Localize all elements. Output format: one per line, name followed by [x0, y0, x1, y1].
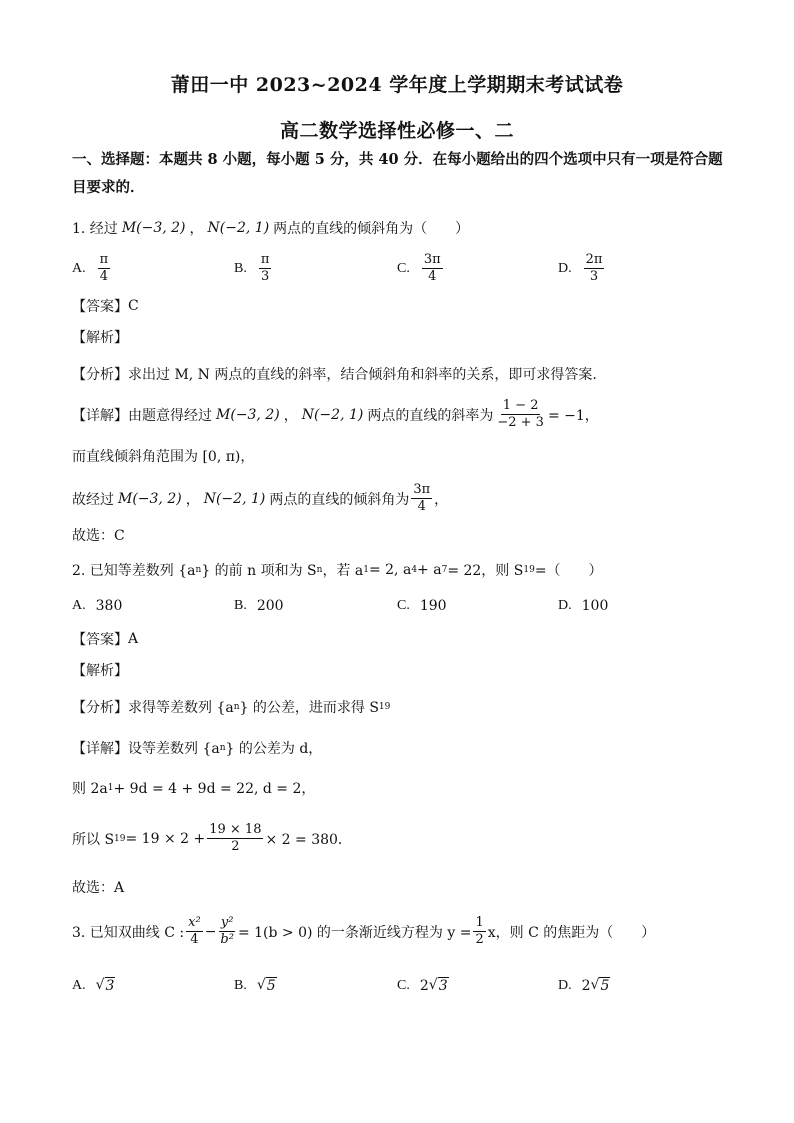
option-label: C. [397, 977, 410, 993]
option-text: 200 [256, 598, 284, 614]
q1-option-c [397, 252, 445, 285]
q1-fenxi [72, 364, 597, 384]
q2-choose [72, 877, 124, 897]
q1-point-n: N(−2, 1) [207, 220, 270, 236]
analysis-tag: 【解析】 [72, 330, 128, 346]
answer-tag: 【答案】 [72, 299, 128, 315]
sqrt-icon: √ 5 [590, 977, 610, 994]
q3-option-b [234, 977, 277, 994]
choose-text: 故选：C [72, 528, 125, 544]
q3-option-c [397, 977, 449, 994]
option-label: C. [397, 598, 410, 613]
detail-text: × 2 = 380． [265, 831, 352, 848]
q3-option-d [558, 977, 610, 994]
frac-num: 1 [475, 915, 484, 930]
subscript: 19 [114, 833, 126, 844]
frac-den: 4 [190, 932, 199, 947]
point-n: N(−2, 1) [301, 406, 364, 423]
q2-stem-text: = 2, a [368, 562, 412, 578]
detail-text: 两点的直线的倾斜角为 [269, 491, 410, 508]
radicand: 3 [105, 978, 115, 994]
option-label: B. [234, 598, 247, 613]
q1-detail-line3 [72, 482, 448, 515]
q2-option-a [72, 598, 122, 614]
q3-stem [72, 915, 655, 948]
frac-num: 1 − 2 [502, 398, 539, 413]
q2-stem-text: } 的前 n 项和为 S [201, 563, 317, 579]
option-label: D. [558, 598, 572, 613]
answer-value: C [128, 298, 139, 314]
subscript: 1 [107, 783, 114, 793]
frac-num: 2π [585, 252, 603, 267]
radicand: 5 [266, 978, 276, 994]
frac-den: 2 [475, 932, 484, 947]
frac-den: 2 [231, 839, 240, 854]
q1-stem-text: 1. 经过 [72, 221, 118, 237]
sqrt-icon: √ 3 [428, 977, 448, 994]
point-m: M(−3, 2) [118, 490, 182, 507]
frac-den: b² [220, 932, 234, 947]
q2-stem-text: ，若 a [322, 563, 364, 579]
coef: 2 [419, 977, 429, 994]
sqrt-icon: √ 3 [95, 977, 115, 994]
q2-stem-text: = 22，则 S [447, 563, 524, 579]
q2-stem [72, 560, 603, 580]
frac-den: 3 [260, 269, 270, 284]
fenxi-tag: 【分析】 [72, 700, 128, 716]
subscript: n [195, 565, 202, 575]
detail-text: 由题意得经过 [128, 407, 212, 424]
detail-text: 则 2a [72, 781, 108, 797]
fenxi-tag: 【分析】 [72, 367, 128, 383]
option-label: D. [558, 977, 572, 993]
detail-text: 设等差数列 {a [128, 741, 220, 757]
option-label: A. [72, 977, 86, 993]
q2-detail [72, 738, 322, 758]
frac-num: 19 × 18 [209, 822, 262, 837]
section-heading: 一、选择题：本题共 8 小题，每小题 5 分，共 40 分．在每小题给出的四个选项中只有一项是符合题目要求的． [72, 151, 723, 196]
coef: 2 [581, 977, 591, 994]
frac-num: π [99, 252, 109, 267]
q1-stem-end: 两点的直线的倾斜角为（ ） [273, 221, 470, 237]
detail-text: } 的公差为 d， [225, 741, 323, 757]
q2-stem-text: + a [417, 562, 442, 578]
frac-num: 3π [413, 482, 431, 497]
subscript: n [233, 702, 240, 712]
frac-den: 4 [417, 499, 426, 514]
choose-text: 故选：A [72, 880, 125, 896]
frac-num: y² [220, 915, 234, 930]
q2-answer [72, 629, 138, 649]
subscript: 19 [523, 565, 535, 575]
q1-detail-line2 [72, 446, 254, 466]
detail-result: = −1， [547, 407, 599, 424]
q1-option-d [558, 252, 606, 285]
frac-num: π [260, 252, 270, 267]
fenxi-text: 求得等差数列 {a [128, 700, 234, 716]
q3-stem-text: = 1(b > 0) 的一条渐近线方程为 y = [237, 924, 472, 941]
q1-choose [72, 525, 125, 545]
option-text: 190 [419, 598, 447, 614]
option-label: B. [234, 260, 247, 276]
option-text: 380 [95, 598, 123, 614]
q2-option-b [234, 598, 284, 614]
point-n: N(−2, 1) [203, 490, 266, 507]
analysis-tag: 【解析】 [72, 663, 128, 679]
frac-den: 3 [589, 269, 599, 284]
detail-tag: 【详解】 [72, 407, 128, 424]
sqrt-icon: √ 5 [256, 977, 276, 994]
q1-detail-line1 [72, 398, 599, 431]
q2-option-c [397, 598, 447, 614]
frac-den: 4 [99, 269, 109, 284]
q1-comma: ， [189, 221, 204, 237]
option-label: D. [558, 260, 572, 276]
q1-option-b [234, 252, 273, 285]
exam-subtitle: 高二数学选择性必修一、二 [279, 120, 514, 142]
minus-sign: − [204, 923, 217, 940]
point-m: M(−3, 2) [216, 406, 280, 423]
q1-stem [72, 218, 469, 238]
answer-value: A [128, 631, 139, 647]
fenxi-text: } 的公差，进而求得 S [239, 700, 379, 716]
comma: ， [283, 407, 298, 424]
subscript: 7 [441, 565, 448, 575]
q3-stem-text: x，则 C 的焦距为（ ） [487, 924, 656, 941]
detail-text: 两点的直线的斜率为 [367, 407, 494, 424]
q2-detail-line1 [72, 778, 315, 798]
q2-stem-text: 2. 已知等差数列 {a [72, 563, 196, 579]
q1-option-a [72, 252, 112, 285]
radicand: 5 [600, 978, 610, 994]
detail-text: = 19 × 2 + [125, 830, 206, 847]
frac-num: x² [188, 915, 201, 930]
subscript: n [316, 565, 323, 575]
option-label: A. [72, 598, 86, 613]
option-text: 100 [581, 598, 609, 614]
radicand: 3 [438, 978, 448, 994]
frac-num: 3π [423, 252, 441, 267]
q2-detail-line2 [72, 822, 352, 855]
frac-den: 4 [428, 269, 437, 284]
q3-stem-text: 3. 已知双曲线 C : [72, 924, 185, 941]
q1-analysis [72, 327, 128, 347]
q2-analysis [72, 660, 128, 680]
subscript: 4 [411, 565, 418, 575]
comma: ， [185, 491, 200, 508]
frac-den: −2 + 3 [497, 415, 544, 430]
subscript: 19 [378, 702, 391, 712]
detail-text: 所以 S [72, 831, 115, 848]
answer-tag: 【答案】 [72, 632, 128, 648]
detail-text: + 9d = 4 + 9d = 22, d = 2， [113, 781, 316, 797]
fenxi-text: 求出过 M, N 两点的直线的斜率，结合倾斜角和斜率的关系，即可求得答案. [128, 367, 597, 383]
detail-text: 而直线倾斜角范围为 [0, π)， [72, 449, 255, 465]
q2-fenxi [72, 697, 390, 717]
detail-tag: 【详解】 [72, 741, 128, 757]
subscript: 1 [363, 565, 369, 575]
q2-option-d [558, 598, 608, 614]
subscript: n [219, 743, 226, 753]
option-label: B. [234, 977, 247, 993]
detail-text: 故经过 [72, 491, 114, 508]
detail-end: ， [434, 491, 449, 508]
q2-stem-text: =（ ） [534, 563, 603, 579]
q1-point-m: M(−3, 2) [121, 220, 186, 236]
q1-answer [72, 296, 139, 316]
exam-title: 莆田一中 2023~2024 学年度上学期期末考试试卷 [170, 74, 624, 96]
option-label: A. [72, 260, 86, 276]
option-label: C. [397, 260, 410, 276]
q3-option-a [72, 977, 115, 994]
